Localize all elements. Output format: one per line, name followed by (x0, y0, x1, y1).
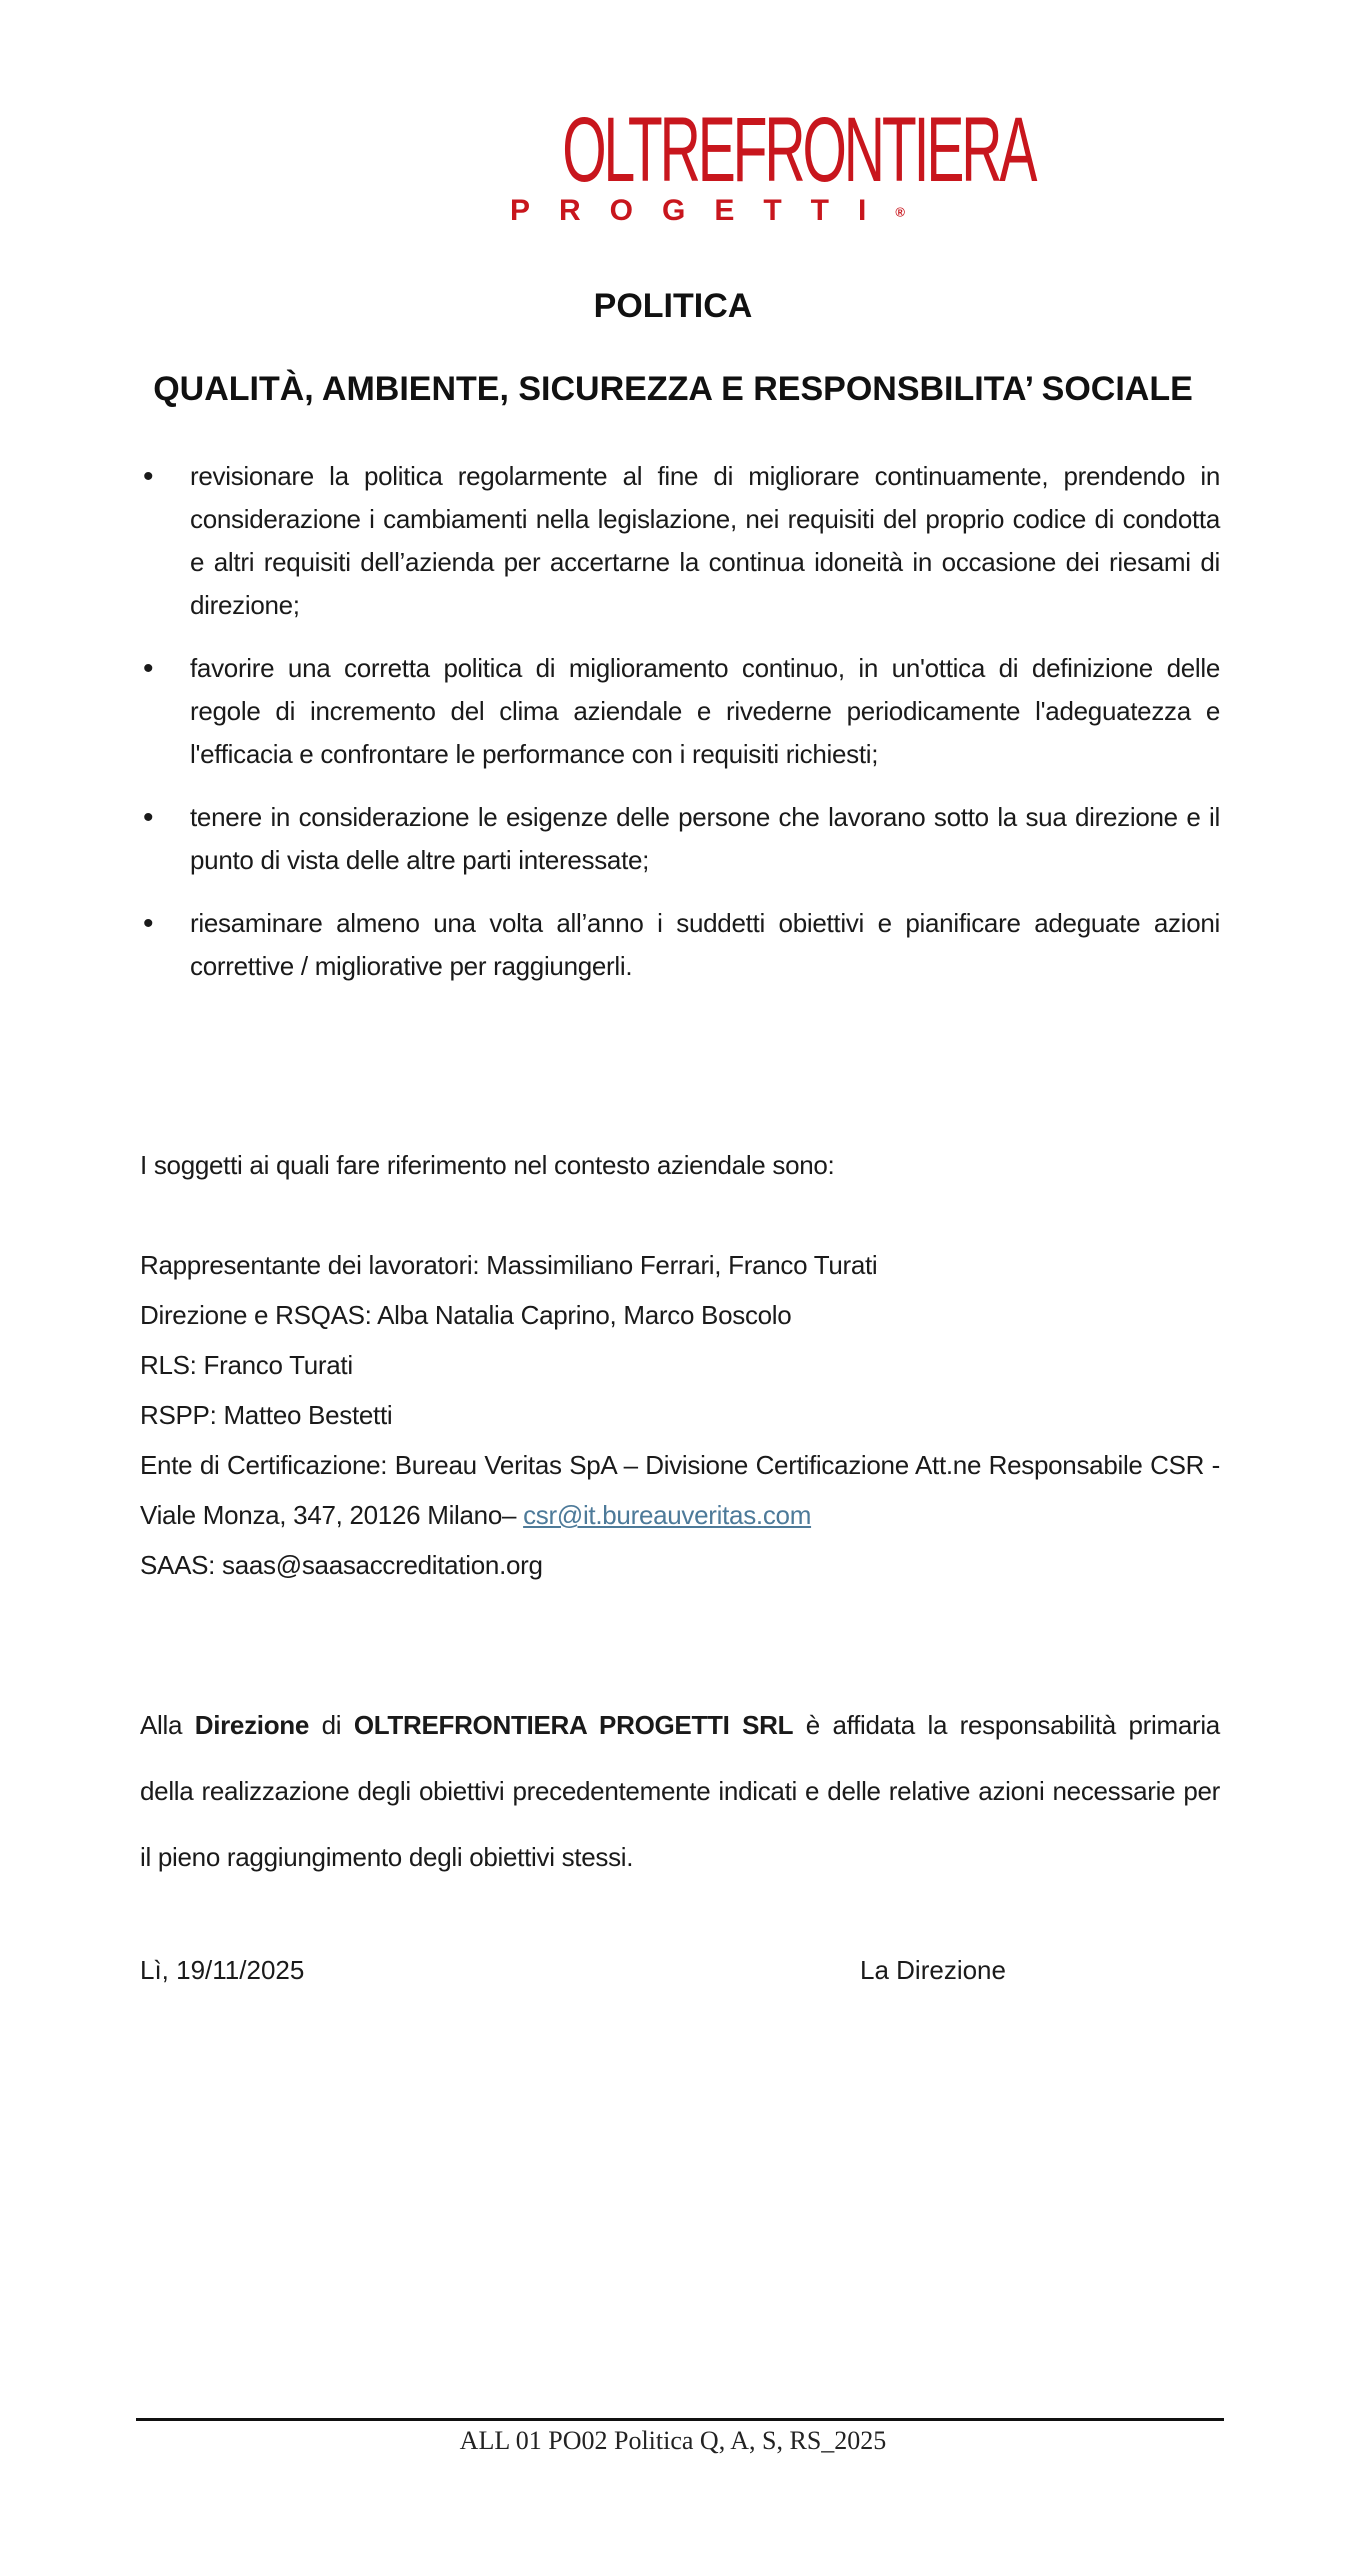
rspp-contact: RSPP: Matteo Bestetti (140, 1400, 393, 1430)
resp-text-2: di (309, 1710, 354, 1740)
management-contact: Direzione e RSQAS: Alba Natalia Caprino, Marco Boscolo (140, 1300, 792, 1330)
contacts-intro: I soggetti ai quali fare riferimento nel contesto aziendale sono: (140, 1150, 835, 1180)
signature-label: La Direzione (860, 1955, 1006, 1985)
list-item-text: favorire una corretta politica di miglioramento continuo, in un'ottica di definizione delle regole di incremento del clima aziendale e rivederne periodicamente l'adeguatezza e l'efficacia e confrontare le performance con i requisiti richiesti; (190, 653, 1220, 769)
certification-email-link[interactable]: csr@it.bureauveritas.com (523, 1500, 812, 1530)
logo-wordmark: OLTREFRONTIERA (562, 99, 1035, 201)
footer-reference: ALL 01 PO02 Politica Q, A, S, RS_2025 (459, 2426, 887, 2455)
bullet-icon: • (143, 907, 154, 940)
bullet-icon: • (143, 801, 154, 834)
list-item-text: revisionare la politica regolarmente al fine di migliorare continuamente, prendendo in considerazione i cambiamenti nella legislazione, nei requisiti del proprio codice di condotta e altri requisiti dell’azienda per accertarne la continua idoneità in occasione dei riesami di direzione; (190, 461, 1220, 620)
certification-body (140, 1440, 1220, 1540)
saas-contact: SAAS: saas@saasaccreditation.org (140, 1550, 543, 1580)
list-item-text: riesaminare almeno una volta all’anno i suddetti obiettivi e pianificare adeguate azioni correttive / migliorative per raggiungerli. (190, 908, 1220, 981)
document-date: Lì, 19/11/2025 (140, 1955, 305, 1985)
document-title: POLITICA (593, 287, 753, 325)
bullet-icon: • (143, 460, 154, 493)
policy-bullet-list (140, 455, 1220, 1008)
resp-text-1: Alla (140, 1710, 195, 1740)
list-item (140, 455, 1220, 627)
list-item (140, 647, 1220, 776)
list-item (140, 796, 1220, 882)
company-logo (490, 99, 1035, 228)
bullet-icon: • (143, 652, 154, 685)
list-item (140, 902, 1220, 988)
workers-representative: Rappresentante dei lavoratori: Massimiliano Ferrari, Franco Turati (140, 1250, 878, 1280)
logo-subtitle-text: PROGETTI (510, 194, 896, 227)
list-item-text: tenere in considerazione le esigenze delle persone che lavorano sotto la sua direzione e il punto di vista delle altre parti interessate; (190, 802, 1220, 875)
certification-text: Ente di Certificazione: Bureau Veritas SpA – Divisione Certificazione Att.ne Responsabile CSR - Viale Monza, 347, 20126 Milano– (140, 1450, 1220, 1530)
rls-contact: RLS: Franco Turati (140, 1350, 353, 1380)
resp-bold-company: OLTREFRONTIERA PROGETTI SRL (353, 1710, 794, 1740)
document-subtitle: QUALITÀ, AMBIENTE, SICUREZZA E RESPONSBILITA’ SOCIALE (153, 370, 1193, 408)
resp-bold-direzione: Direzione (194, 1710, 310, 1740)
contacts-block (140, 1240, 1220, 1590)
footer-divider (136, 2418, 1224, 2421)
responsibility-paragraph (140, 1692, 1220, 1890)
registered-mark: ® (895, 204, 905, 220)
resp-text-3: è affidata la responsabilità primaria della realizzazione degli obiettivi precedentemente indicati e delle relative azioni necessarie per il pieno raggiungimento degli obiettivi stessi. (140, 1710, 1220, 1872)
